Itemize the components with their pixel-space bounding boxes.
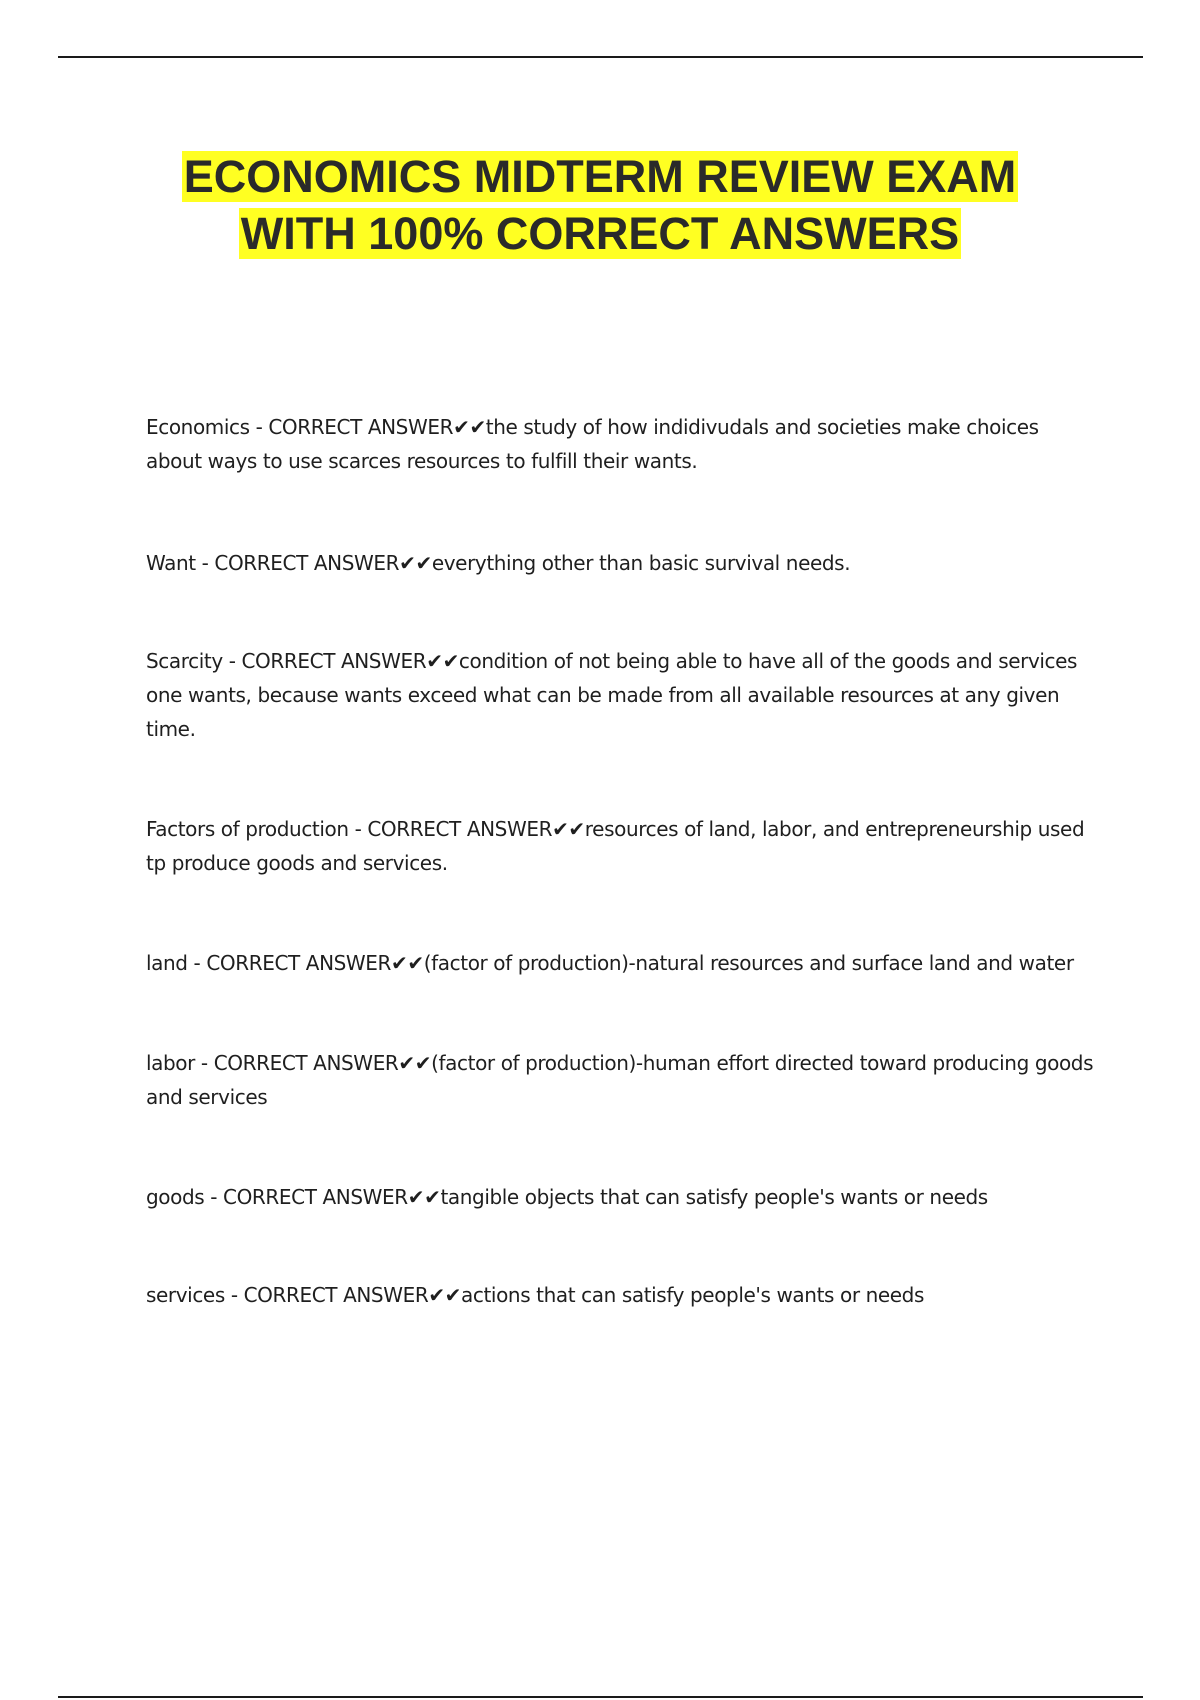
- qa-list: [146, 410, 1096, 1312]
- qa-item-labor: labor - CORRECT ANSWER✔✔(factor of production)-human effort directed toward producing goods and services: [146, 1051, 1094, 1109]
- qa-item-land: land - CORRECT ANSWER✔✔(factor of production)-natural resources and surface land and water: [146, 951, 1074, 975]
- document-title-text: ECONOMICS MIDTERM REVIEW EXAM WITH 100% CORRECT ANSWERS: [183, 151, 1017, 259]
- qa-item-economics: Economics - CORRECT ANSWER✔✔the study of how indidivudals and societies make choices about ways to use scarces resources to fulfill their wants.: [146, 415, 1039, 473]
- qa-item-want: Want - CORRECT ANSWER✔✔everything other than basic survival needs.: [146, 551, 851, 575]
- qa-item-goods: goods - CORRECT ANSWER✔✔tangible objects that can satisfy people's wants or needs: [146, 1185, 988, 1209]
- top-rule: [58, 56, 1143, 58]
- bottom-rule: [58, 1696, 1143, 1698]
- qa-item-services: services - CORRECT ANSWER✔✔actions that can satisfy people's wants or needs: [146, 1283, 924, 1307]
- qa-item-factors-of-production: Factors of production - CORRECT ANSWER✔✔resources of land, labor, and entrepreneurship used tp produce goods and services.: [146, 817, 1085, 875]
- document-title: [160, 148, 1040, 262]
- qa-item-scarcity: Scarcity - CORRECT ANSWER✔✔condition of not being able to have all of the goods and services one wants, because wants exceed what can be made from all available resources at any given time.: [146, 649, 1078, 741]
